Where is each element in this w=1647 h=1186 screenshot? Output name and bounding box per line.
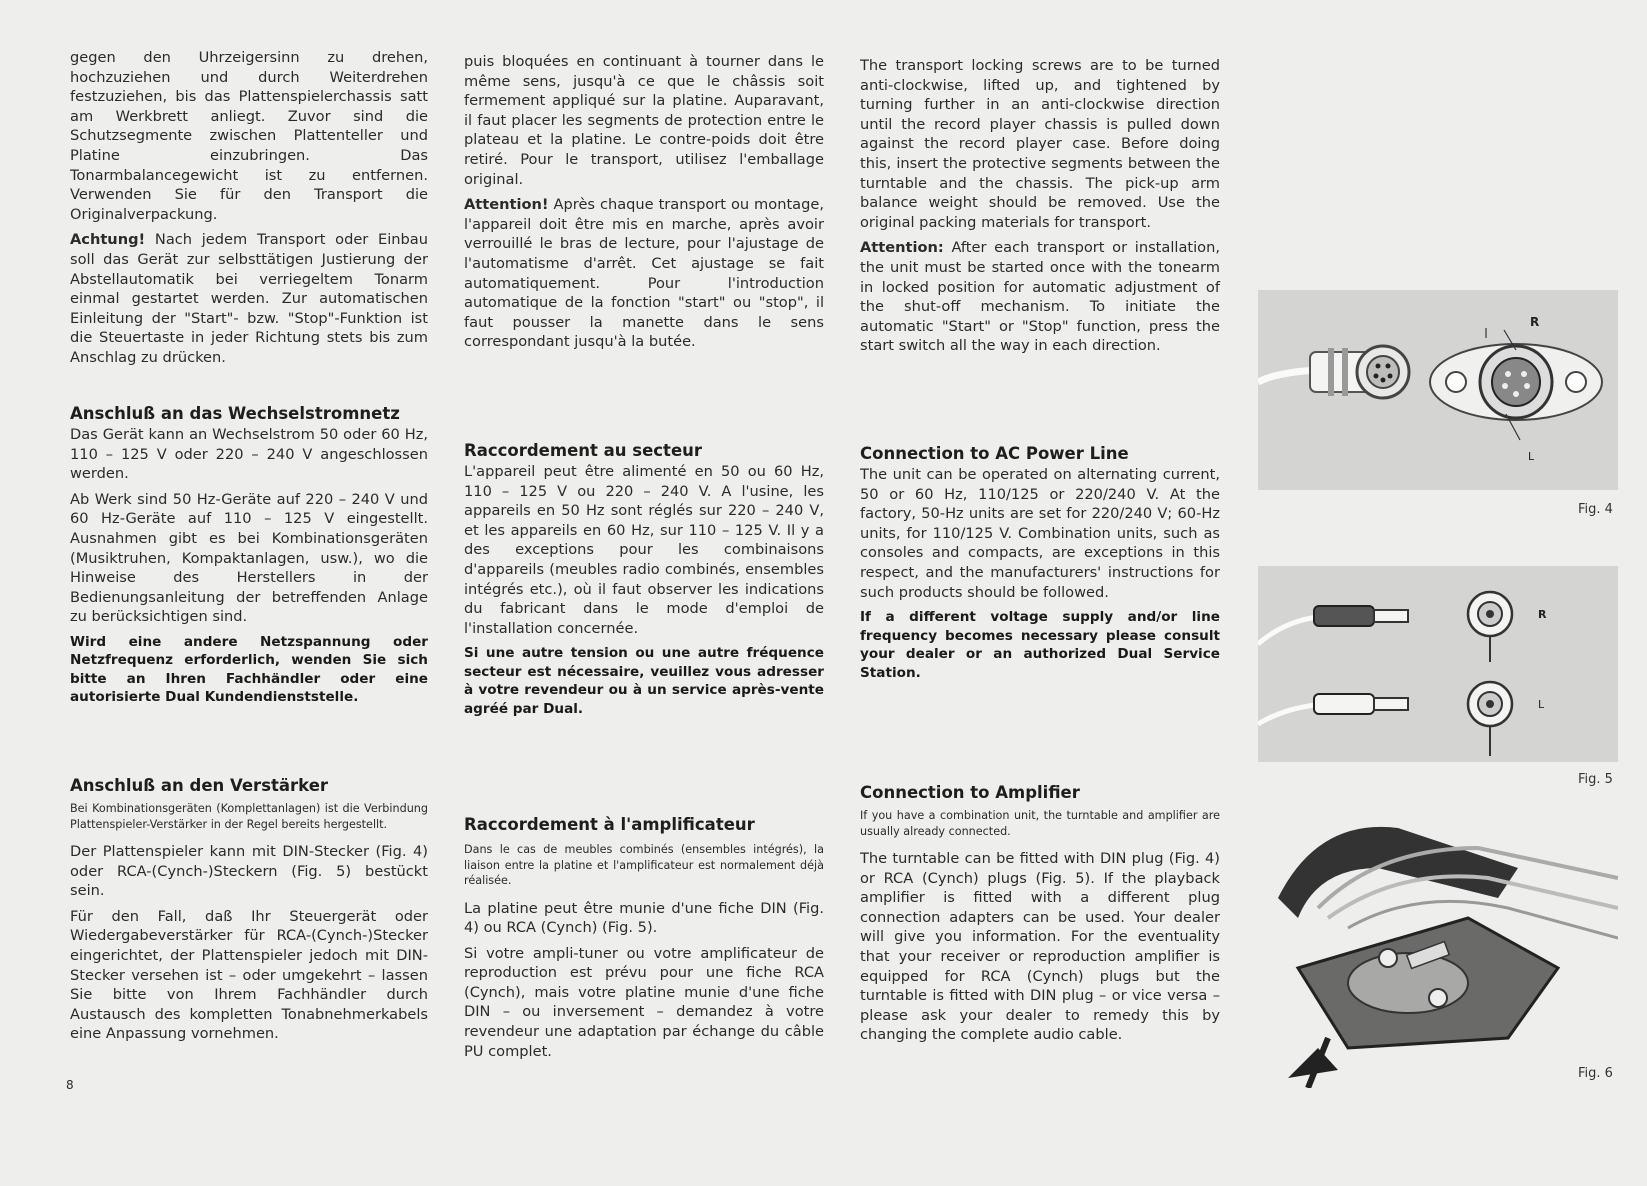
german-amp-heading: Anschluß an den Verstärker (70, 776, 329, 795)
english-attention-text: After each transport or installation, the unit must be started once with the tonearm in locked position for automatic adjustment of the shut-off mechanism. To initiate the automatic "Start" or "Stop" function, press the start switch all the way in each direction. (860, 239, 1220, 355)
german-amp-p1: Der Plattenspieler kann mit DIN-Stecker (Fig. 4) oder RCA-(Cynch-)Steckern (Fig. 5) bestückt sein. (70, 843, 428, 900)
french-amp-heading: Raccordement à l'amplificateur (464, 815, 755, 834)
english-amp-small: If you have a combination unit, the turntable and amplifier are usually already connected. (860, 809, 1220, 838)
fig6-caption: Fig. 6 (1578, 1066, 1613, 1081)
fig4-label-r: R (1530, 315, 1540, 329)
german-amp-p2: Für den Fall, daß Ihr Steuergerät oder Wiedergabeverstärker für RCA-(Cynch-)Stecker eingerichtet, der Plattenspieler jedoch mit DIN-Stecker versehen ist – oder umgekehrt – lassen Sie bitte von Ihrem Fachhändler durch Austausch des kompletten Tonabnehmerkabels eine Anpassung vornehmen. (70, 907, 428, 1043)
fig5-label-r: R (1538, 608, 1547, 621)
fig4-caption: Fig. 4 (1578, 502, 1613, 517)
english-amp-heading: Connection to Amplifier (860, 783, 1080, 802)
french-attention (464, 195, 824, 352)
din-plug-drawing (1258, 290, 1618, 490)
german-power-p1: Das Gerät kann an Wechselstrom 50 oder 60 Hz, 110 – 125 V oder 220 – 240 V angeschlossen werden. (70, 426, 428, 483)
english-intro: The transport locking screws are to be turned anti-clockwise, lifted up, and tightened by turning further in an anti-clockwise direction until the record player chassis is pulled down against the record player case. Before doing this, insert the protective segments between the turntable and the chassis. The pick-up arm balance weight should be removed. Use the original packing materials for transport. (860, 57, 1220, 231)
german-amp-section (70, 775, 428, 1050)
french-amp-section (464, 814, 824, 1067)
german-power-heading: Anschluß an das Wechselstromnetz (70, 404, 400, 423)
english-power-section (860, 443, 1220, 688)
english-power-p1: The unit can be operated on alternating current, 50 or 60 Hz, 110/125 or 220/240 V. At the factory, 50-Hz units are set for 220/240 V; 60-Hz units, for 110/125 V. Combination units, such as consoles and compacts, are exceptions in this respect, and the manufacturers' instructions for such products should be followed. (860, 466, 1220, 601)
fig4-din-plug-illustration (1258, 290, 1618, 490)
english-power-bold: If a different voltage supply and/or line frequency becomes necessary please consult your dealer or an authorized Dual Service Station. (860, 609, 1220, 681)
page-number: 8 (66, 1078, 74, 1092)
french-amp-p2: Si votre ampli-tuner ou votre amplificateur de reproduction est prévu pour une fiche RCA (Cynch), mais votre platine munie d'une fiche DIN – ou inversement – demandez à votre revendeur une adaptation par échange du câble PU complet. (464, 944, 824, 1060)
german-intro: gegen den Uhrzeigersinn zu drehen, hochzuziehen und durch Weiterdrehen festzuziehen, bis das Plattenspielerchassis satt am Werkbrett anliegt. Zuvor sind die Schutzsegmente zwischen Plattenteller und Platine einzubringen. Das Tonarmbalancegewicht ist zu entfernen. Verwenden Sie für den Transport die Originalverpackung. (70, 49, 428, 223)
french-power-heading: Raccordement au secteur (464, 441, 703, 460)
french-column (464, 52, 824, 1060)
french-power-p1: L'appareil peut être alimenté en 50 ou 60 Hz, 110 – 125 V ou 220 – 240 V. A l'usine, les appareils en 50 Hz sont réglés sur 220 – 240 V, et les appareils en 60 Hz, sur 110 – 125 V. Il y a des exceptions pour les combinaisons d'appareils (meubles radio combinés, ensembles intégrés etc.), où il faut observer les indications du fabricant dans le mode d'emploi de l'installation concernée. (464, 463, 824, 637)
french-power-section (464, 440, 824, 724)
english-amp-p1: The turntable can be fitted with DIN plug (Fig. 4) or RCA (Cynch) plugs (Fig. 5). If the playback amplifier is fitted with a different plug connection adapters can be used. Your dealer will give you information. For the eventuality that your receiver or reproduction amplifier is equipped for RCA (Cynch) plugs but the turntable is fitted with DIN plug – or vice versa – please ask your dealer to remedy this by changing the complete audio cable. (860, 850, 1220, 1044)
french-amp-small: Dans le cas de meubles combinés (ensembles intégrés), la liaison entre la platine et l'amplificateur est normalement déjà réalisée. (464, 843, 824, 887)
french-amp-p1: La platine peut être munie d'une fiche DIN (Fig. 4) ou RCA (Cynch) (Fig. 5). (464, 899, 824, 937)
rca-plug-drawing (1258, 566, 1618, 762)
german-power-p2: Ab Werk sind 50 Hz-Geräte auf 220 – 240 V und 60 Hz-Geräte auf 110 – 125 V eingestellt. Ausnahmen gibt es bei Kombinationsgeräten (Musiktruhen, Kompaktanlagen, usw.), wo die Hinweise des Herstellers in der Bedienungsanleitung der betreffenden Anlage zu berücksichtigen sind. (70, 490, 428, 626)
german-power-section (70, 403, 428, 713)
fig5-rca-plug-illustration (1258, 566, 1618, 762)
audio-cable-drawing (1258, 808, 1618, 1088)
fig5-label-l: L (1538, 698, 1545, 711)
german-attention-text: Nach jedem Transport oder Einbau soll das Gerät zur selbsttätigen Justierung der Abstellautomatik bei verriegeltem Tonarm einmal gestartet werden. Zur automatischen Einleitung der "Start"- bzw. "Stop"-Funktion ist die Steuertaste in jeder Richtung stets bis zum Anschlag zu drücken. (70, 231, 428, 366)
german-amp-small: Bei Kombinationsgeräten (Komplettanlagen) ist die Verbindung Plattenspieler-Verstärker in der Regel bereits hergestellt. (70, 802, 428, 831)
fig4-label-l: L (1528, 450, 1535, 463)
french-intro: puis bloquées en continuant à tourner dans le même sens, jusqu'à ce que le châssis soit fermement appliqué sur la platine. Auparavant, il faut placer les segments de protection entre le plateau et la platine. Le contre-poids doit être retiré. Pour le transport, utilisez l'emballage original. (464, 53, 824, 188)
fig5-caption: Fig. 5 (1578, 772, 1613, 787)
german-attention-lead: Achtung! (70, 231, 146, 249)
english-attention-lead: Attention: (860, 239, 944, 257)
english-attention (860, 238, 1220, 356)
english-column (860, 56, 1220, 1044)
german-column (70, 48, 428, 1043)
german-power-bold: Wird eine andere Netzspannung oder Netzfrequenz erforderlich, wenden Sie sich bitte an Ihren Fachhändler oder eine autorisierte Dual Kundendienststelle. (70, 633, 428, 706)
english-power-heading: Connection to AC Power Line (860, 444, 1129, 463)
french-power-bold: Si une autre tension ou une autre fréquence secteur est nécessaire, veuillez vous adresser à votre revendeur ou à un service après-vente agréé par Dual. (464, 645, 824, 717)
french-attention-text: Après chaque transport ou montage, l'appareil doit être mis en marche, après avoir verrouillé le bras de lecture, pour l'ajustage de l'automatisme d'arrêt. Cet ajustage se fait automatiquement. Pour l'introduction automatique de la fonction "start" ou "stop", il faut pousser la manette dans le sens correspondant jusqu'à la butée. (464, 196, 824, 351)
english-amp-section (860, 782, 1220, 1051)
french-attention-lead: Attention! (464, 196, 549, 214)
german-attention (70, 230, 428, 367)
fig6-cable-illustration (1258, 808, 1618, 1088)
